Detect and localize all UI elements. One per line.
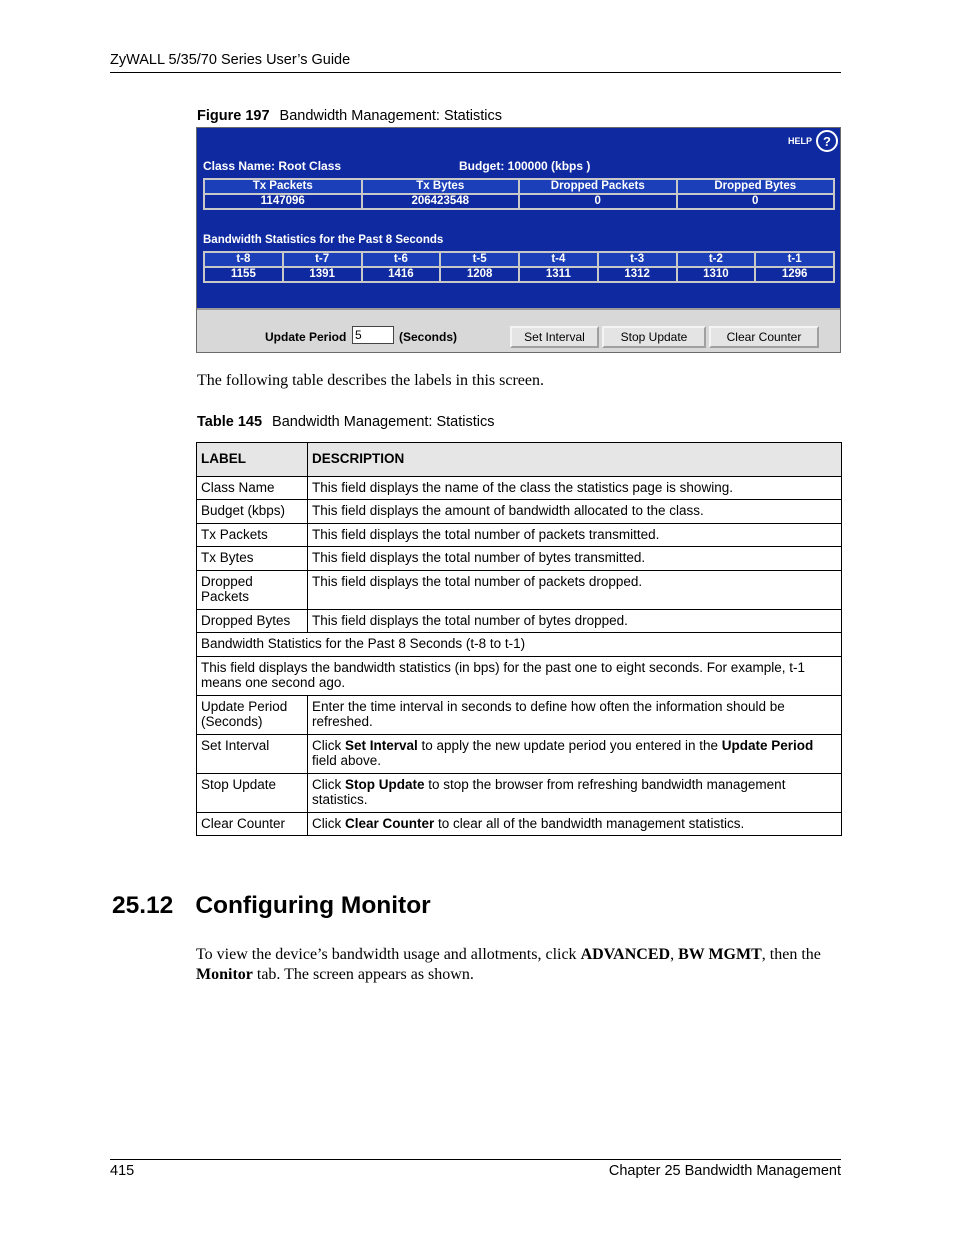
body-paragraph: [196, 945, 842, 985]
update-period-unit: (Seconds): [399, 330, 458, 344]
row-label: Tx Bytes: [197, 547, 308, 571]
section-heading: [112, 892, 431, 920]
table-span-row: [197, 633, 842, 657]
intro-text: The following table describes the labels in this screen.: [197, 372, 545, 389]
time-header: t-2: [677, 252, 756, 267]
figure-label: Figure 197: [197, 108, 270, 124]
time-value: 1312: [598, 267, 677, 282]
table-row: [197, 773, 842, 812]
table-span-row: [197, 656, 842, 695]
footer-rule: [110, 1159, 841, 1160]
row-label: Clear Counter: [197, 812, 308, 836]
control-bar: [197, 308, 840, 353]
table-row: [197, 523, 842, 547]
label-column-header: LABEL: [197, 443, 308, 477]
bold-term: Stop Update: [345, 776, 425, 792]
row-description: This field displays the total number of bytes dropped.: [308, 609, 842, 633]
row-description: This field displays the total number of packets dropped.: [308, 570, 842, 609]
row-label: Dropped Packets: [197, 570, 308, 609]
table-row: [197, 734, 842, 773]
text: to apply the new update period you entered in the: [417, 737, 722, 753]
help-link[interactable]: [788, 130, 838, 152]
stats-value: 0: [519, 194, 677, 209]
help-icon[interactable]: ?: [816, 130, 838, 152]
time-header: t-3: [598, 252, 677, 267]
running-header: ZyWALL 5/35/70 Series User’s Guide: [110, 52, 351, 68]
text: field above.: [312, 753, 382, 768]
statistics-screenshot: [196, 127, 841, 353]
text: tab. The screen appears as shown.: [252, 966, 474, 983]
help-label: HELP: [787, 136, 812, 146]
stats-value: 1147096: [204, 194, 362, 209]
table-header-row: [197, 443, 842, 477]
text: , then the: [761, 946, 821, 963]
stats-panel: [197, 128, 840, 308]
figure-title: Bandwidth Management: Statistics: [279, 108, 502, 124]
chapter-title: Chapter 25 Bandwidth Management: [608, 1163, 841, 1179]
figure-caption: [197, 108, 502, 124]
row-description: This field displays the amount of bandwidth allocated to the class.: [308, 500, 842, 524]
row-label: Set Interval: [197, 734, 308, 773]
class-name-label: Class Name: Root Class: [203, 159, 342, 173]
stats-value: 206423548: [362, 194, 520, 209]
time-value: 1155: [204, 267, 283, 282]
table-row: [197, 812, 842, 836]
description-table: [196, 442, 842, 836]
row-description: This field displays the name of the class the statistics page is showing.: [308, 476, 842, 500]
table-caption: [197, 414, 494, 430]
row-description: [308, 773, 842, 812]
row-description: This field displays the total number of packets transmitted.: [308, 523, 842, 547]
time-stats-table: [203, 251, 835, 283]
page-number: 415: [110, 1163, 135, 1179]
stats-header: Tx Bytes: [362, 179, 520, 194]
row-label: Tx Packets: [197, 523, 308, 547]
table-row: [197, 500, 842, 524]
text: ,: [670, 946, 679, 963]
table-row: [197, 476, 842, 500]
clear-counter-button[interactable]: Clear Counter: [709, 326, 819, 348]
stats-header: Dropped Bytes: [677, 179, 835, 194]
row-label: Stop Update: [197, 773, 308, 812]
time-header: t-8: [204, 252, 283, 267]
row-description: [308, 812, 842, 836]
section-title: Configuring Monitor: [195, 892, 431, 919]
stop-update-button[interactable]: Stop Update: [602, 326, 706, 348]
text: To view the device’s bandwidth usage and allotments, click: [196, 946, 581, 963]
update-period-input[interactable]: [352, 326, 394, 344]
text: Click: [312, 776, 345, 792]
row-label: Class Name: [197, 476, 308, 500]
time-header: t-6: [362, 252, 441, 267]
row-description: [308, 734, 842, 773]
bold-term: BW MGMT: [678, 946, 762, 963]
description-column-header: DESCRIPTION: [308, 443, 842, 477]
row-description: Enter the time interval in seconds to define how often the information should be refreshed.: [308, 695, 842, 734]
set-interval-button[interactable]: Set Interval: [510, 326, 599, 348]
bold-term: Monitor: [196, 966, 253, 983]
table-row: [197, 570, 842, 609]
time-value: 1310: [677, 267, 756, 282]
time-header: t-5: [440, 252, 519, 267]
table-row: [197, 547, 842, 571]
update-period-label: Update Period: [265, 330, 347, 344]
bold-term: Set Interval: [345, 737, 418, 753]
text: Click: [312, 737, 345, 753]
table-title: Bandwidth Management: Statistics: [272, 414, 495, 430]
table-row: [197, 609, 842, 633]
time-value: 1296: [755, 267, 834, 282]
text: Click: [312, 815, 345, 831]
section-number: 25.12: [112, 892, 174, 919]
bold-term: Clear Counter: [345, 815, 435, 831]
time-value: 1208: [440, 267, 519, 282]
row-label: Budget (kbps): [197, 500, 308, 524]
time-header: t-4: [519, 252, 598, 267]
time-value: 1391: [283, 267, 362, 282]
table-row: [197, 695, 842, 734]
time-value: 1416: [362, 267, 441, 282]
row-description: This field displays the total number of bytes transmitted.: [308, 547, 842, 571]
time-value: 1311: [519, 267, 598, 282]
time-header: t-7: [283, 252, 362, 267]
stats-header: Dropped Packets: [519, 179, 677, 194]
stats-value: 0: [677, 194, 835, 209]
bold-term: Update Period: [721, 737, 814, 753]
table-label: Table 145: [197, 414, 263, 430]
bold-term: ADVANCED: [580, 946, 671, 963]
text: to stop the browser from refreshing bandwidth management statistics.: [312, 776, 786, 807]
header-rule: [110, 72, 841, 73]
row-label: Dropped Bytes: [197, 609, 308, 633]
budget-label: Budget: 100000 (kbps ): [459, 159, 591, 173]
span-title: Bandwidth Statistics for the Past 8 Seconds (t-8 to t-1): [197, 633, 842, 657]
span-description: This field displays the bandwidth statistics (in bps) for the past one to eight seconds. For example, t-1 means one second ago.: [197, 656, 842, 695]
text: to clear all of the bandwidth management statistics.: [434, 815, 745, 831]
time-header: t-1: [755, 252, 834, 267]
stats-header: Tx Packets: [204, 179, 362, 194]
row-label: Update Period (Seconds): [197, 695, 308, 734]
summary-stats-table: [203, 178, 835, 210]
past-seconds-title: Bandwidth Statistics for the Past 8 Seconds: [203, 234, 444, 246]
